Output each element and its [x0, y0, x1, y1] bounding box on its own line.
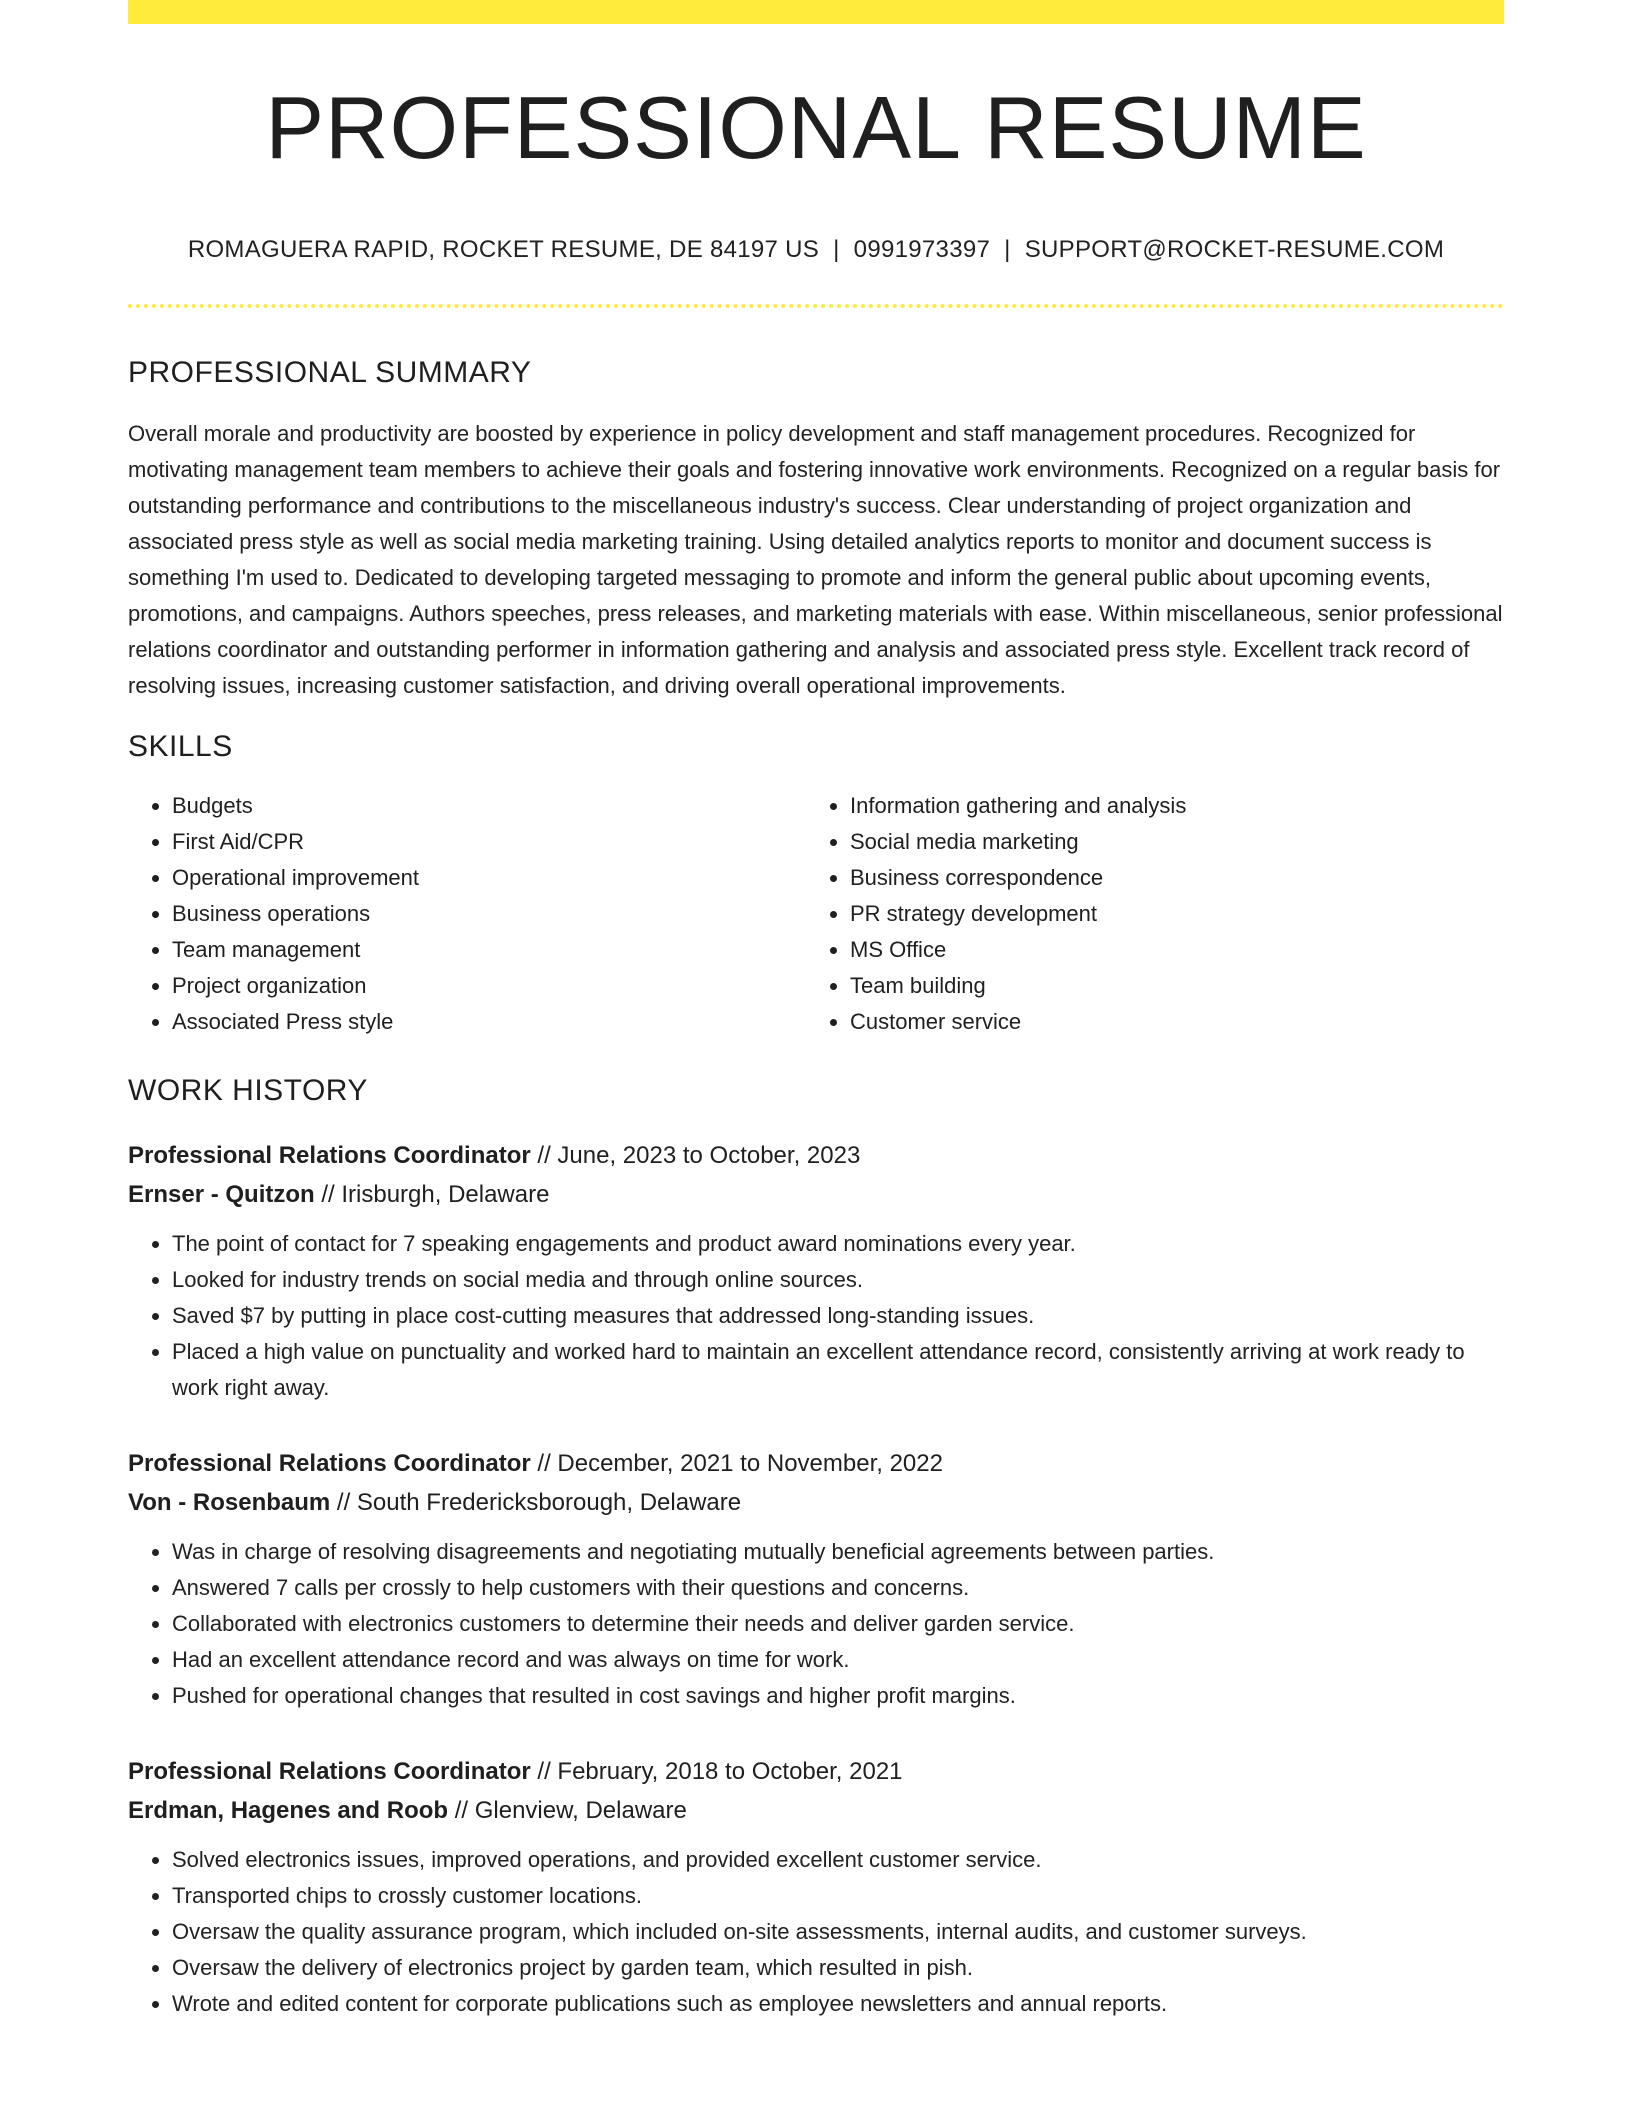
contact-separator: | [1004, 236, 1011, 263]
skills-column-left [128, 788, 806, 1040]
phone: 0991973397 [853, 236, 991, 263]
job-company-line [128, 1791, 1504, 1830]
job-bullet: • Answered 7 calls per crossly to help customers with their questions and concerns. [172, 1570, 1504, 1606]
skill-item: • Project organization [172, 968, 806, 1004]
skills-list [128, 788, 1504, 1040]
skill-item: • Team management [172, 932, 806, 968]
job-company: Ernser - Quitzon [128, 1181, 315, 1208]
job-dates: // February, 2018 to October, 2021 [530, 1758, 903, 1785]
skills-column-right [806, 788, 1484, 1040]
accent-bar [128, 0, 1504, 24]
job-bullets [128, 1226, 1504, 1406]
skill-item: • Operational improvement [172, 860, 806, 896]
job-title-line [128, 1136, 1504, 1175]
job-bullets [128, 1842, 1504, 2022]
job-bullet: • Pushed for operational changes that resulted in cost savings and higher profit margins. [172, 1678, 1504, 1714]
job-bullet: • Placed a high value on punctuality and worked hard to maintain an excellent attendance record, consistently arriving at work ready to work right away. [172, 1334, 1504, 1406]
skills-heading: SKILLS [128, 730, 233, 763]
job-position: Professional Relations Coordinator [128, 1758, 531, 1785]
job-location: // South Fredericksborough, Delaware [330, 1489, 742, 1516]
resume-title: PROFESSIONAL RESUME [265, 78, 1367, 177]
job-bullet: • Oversaw the quality assurance program, which included on-site assessments, internal audits, and customer surveys. [172, 1914, 1504, 1950]
email: SUPPORT@ROCKET-RESUME.COM [1024, 236, 1445, 263]
skill-item: • Information gathering and analysis [850, 788, 1484, 824]
job-dates: // June, 2023 to October, 2023 [530, 1142, 861, 1169]
job-bullet: • Wrote and edited content for corporate publications such as employee newsletters and annual reports. [172, 1986, 1504, 2022]
job-location: // Irisburgh, Delaware [314, 1181, 550, 1208]
skill-item: • Business operations [172, 896, 806, 932]
job-entry [128, 1444, 1504, 1714]
job-bullet: • Collaborated with electronics customers to determine their needs and deliver garden service. [172, 1606, 1504, 1642]
contact-separator: | [833, 236, 840, 263]
job-company-line [128, 1483, 1504, 1522]
skill-item: • Associated Press style [172, 1004, 806, 1040]
job-position: Professional Relations Coordinator [128, 1142, 531, 1169]
job-bullet: • Looked for industry trends on social media and through online sources. [172, 1262, 1504, 1298]
work-history-heading: WORK HISTORY [128, 1074, 368, 1107]
job-bullet: • Had an excellent attendance record and was always on time for work. [172, 1642, 1504, 1678]
dotted-divider [128, 304, 1504, 308]
job-bullet: • Solved electronics issues, improved operations, and provided excellent customer service. [172, 1842, 1504, 1878]
summary-heading: PROFESSIONAL SUMMARY [128, 356, 532, 389]
job-bullet: • Was in charge of resolving disagreements and negotiating mutually beneficial agreements between parties. [172, 1534, 1504, 1570]
job-location: // Glenview, Delaware [448, 1797, 687, 1824]
job-bullets [128, 1534, 1504, 1714]
job-bullet: • The point of contact for 7 speaking engagements and product award nominations every year. [172, 1226, 1504, 1262]
job-bullet: • Oversaw the delivery of electronics project by garden team, which resulted in pish. [172, 1950, 1504, 1986]
skill-item: • MS Office [850, 932, 1484, 968]
skill-item: • Budgets [172, 788, 806, 824]
skill-item: • Customer service [850, 1004, 1484, 1040]
job-entry [128, 1752, 1504, 2022]
skill-item: • Social media marketing [850, 824, 1484, 860]
skill-item: • PR strategy development [850, 896, 1484, 932]
job-bullet: • Saved $7 by putting in place cost-cutting measures that addressed long-standing issues. [172, 1298, 1504, 1334]
job-title-line [128, 1444, 1504, 1483]
skill-item: • First Aid/CPR [172, 824, 806, 860]
job-bullet: • Transported chips to crossly customer locations. [172, 1878, 1504, 1914]
job-company-line [128, 1175, 1504, 1214]
job-position: Professional Relations Coordinator [128, 1450, 531, 1477]
address: ROMAGUERA RAPID, ROCKET RESUME, DE 84197 US [187, 236, 820, 263]
job-entry [128, 1136, 1504, 1406]
skill-item: • Team building [850, 968, 1484, 1004]
job-company: Erdman, Hagenes and Roob [128, 1797, 449, 1824]
resume-page [128, 0, 1504, 2022]
job-company: Von - Rosenbaum [128, 1489, 331, 1516]
job-title-line [128, 1752, 1504, 1791]
summary-text: Overall morale and productivity are boosted by experience in policy development and staff management procedures. Recognized for motivating management team members to achieve their goals and fostering innovative work environments. Recognized on a regular basis for outstanding performance and contributions to the miscellaneous industry's success. Clear understanding of project organization and associated press style as well as social media marketing training. Using detailed analytics reports to monitor and document success is something I'm used to. Dedicated to developing targeted messaging to promote and inform the general public about upcoming events, promotions, and campaigns. Authors speeches, press releases, and marketing materials with ease. Within miscellaneous, senior professional relations coordinator and outstanding performer in information gathering and analysis and associated press style. Excellent track record of resolving issues, increasing customer satisfaction, and driving overall operational improvements. [128, 421, 1503, 698]
skill-item: • Business correspondence [850, 860, 1484, 896]
job-dates: // December, 2021 to November, 2022 [530, 1450, 943, 1477]
contact-line [128, 236, 1504, 264]
